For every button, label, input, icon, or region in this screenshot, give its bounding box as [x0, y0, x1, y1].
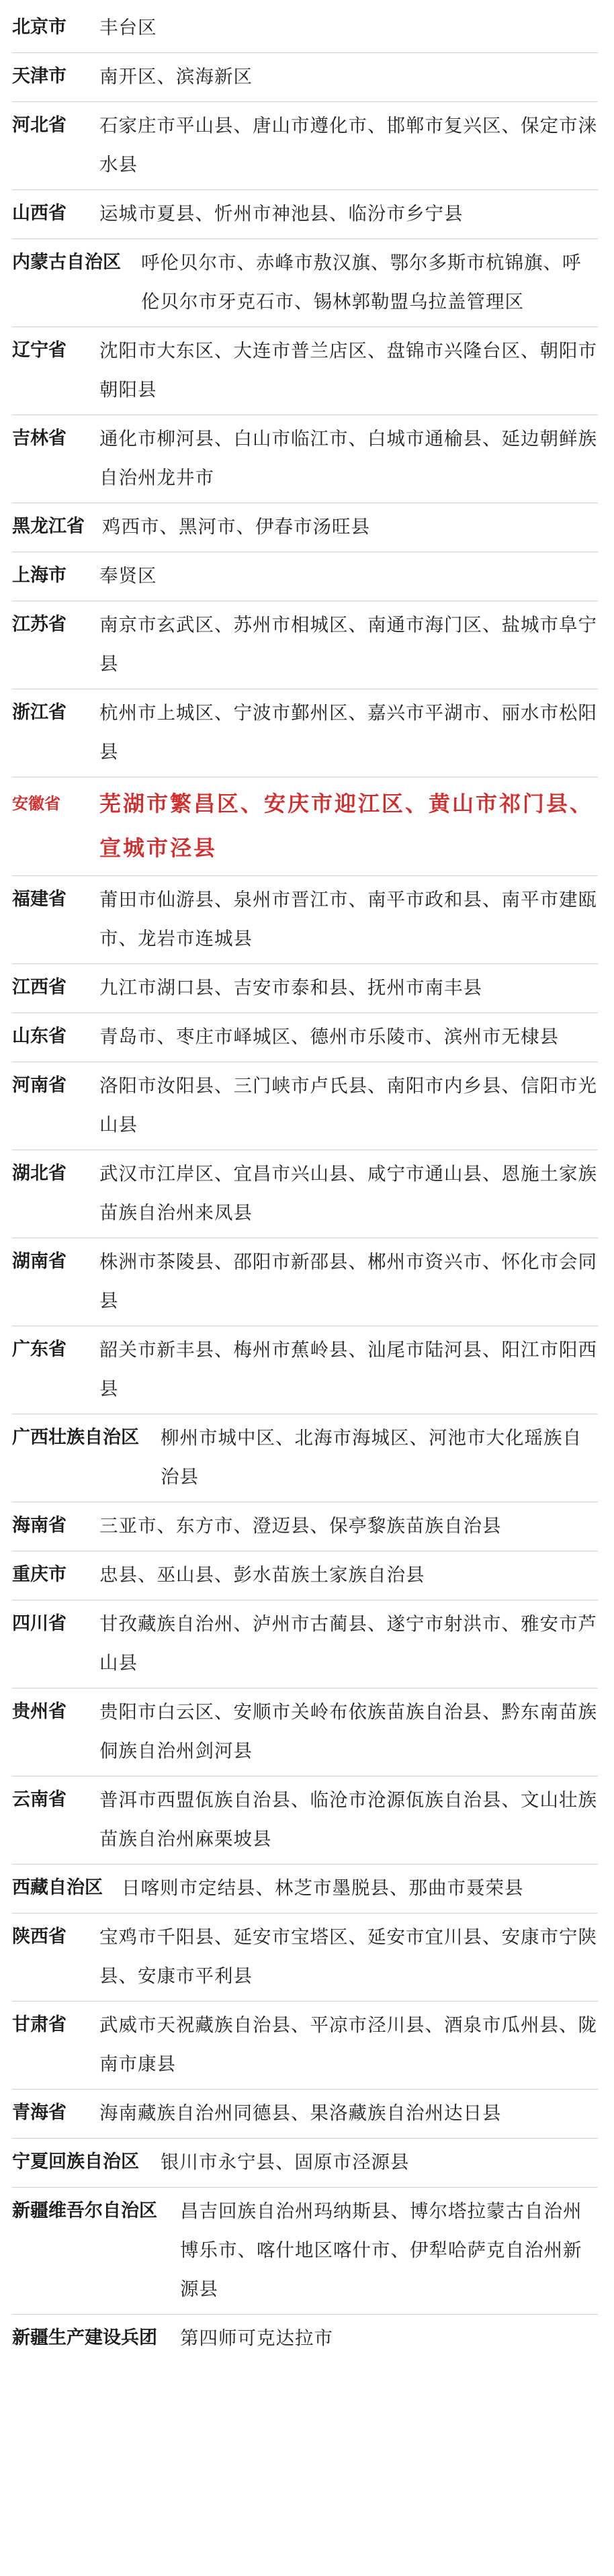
- province-label: 山东省: [12, 1026, 67, 1047]
- place-list: 九江市湖口县、吉安市泰和县、抚州市南丰县: [99, 977, 482, 998]
- place-list: 三亚市、东方市、澄迈县、保亭黎族苗族自治县: [99, 1515, 502, 1537]
- province-label: 吉林省: [12, 428, 67, 449]
- place-list: 沈阳市大东区、大连市普兰店区、盘锦市兴隆台区、朝阳市朝阳县: [99, 340, 597, 400]
- region-row: [12, 1688, 598, 1776]
- province-label: 江西省: [12, 977, 67, 998]
- province-label: 天津市: [12, 66, 67, 87]
- place-list: 忠县、巫山县、彭水苗族土家族自治县: [99, 1564, 425, 1586]
- province-label: 上海市: [12, 565, 67, 586]
- province-label: 青海省: [12, 2102, 67, 2123]
- place-list: 杭州市上城区、宁波市鄞州区、嘉兴市平湖市、丽水市松阳县: [99, 702, 597, 763]
- place-list: 呼伦贝尔市、赤峰市敖汉旗、鄂尔多斯市杭锦旗、呼伦贝尔市牙克石市、锡林郭勒盟乌拉盖管理区: [141, 252, 582, 312]
- place-list: 武威市天祝藏族自治县、平凉市泾川县、酒泉市瓜州县、陇南市康县: [99, 2014, 597, 2075]
- region-row: [12, 239, 598, 327]
- place-list: 昌吉回族自治州玛纳斯县、博尔塔拉蒙古自治州博乐市、喀什地区喀什市、伊犁哈萨克自治州新源县: [180, 2200, 582, 2300]
- region-row: [12, 1238, 598, 1326]
- place-list: 南京市玄武区、苏州市相城区、南通市海门区、盐城市阜宁县: [99, 614, 597, 675]
- region-row: [12, 1062, 598, 1150]
- province-label: 北京市: [12, 17, 67, 38]
- region-row: [12, 1150, 598, 1238]
- region-row: [12, 503, 598, 552]
- region-row: [12, 190, 598, 239]
- province-label: 西藏自治区: [12, 1877, 103, 1898]
- province-label: 福建省: [12, 889, 67, 910]
- region-row: [12, 552, 598, 601]
- place-list: 丰台区: [99, 17, 157, 38]
- province-label: 宁夏回族自治区: [12, 2151, 139, 2172]
- place-list: 运城市夏县、忻州市神池县、临汾市乡宁县: [99, 203, 464, 224]
- place-list: 洛阳市汝阳县、三门峡市卢氏县、南阳市内乡县、信阳市光山县: [99, 1075, 597, 1135]
- province-label: 广东省: [12, 1339, 67, 1360]
- region-row: [12, 415, 598, 503]
- province-label: 贵州省: [12, 1701, 67, 1722]
- province-label: 新疆生产建设兵团: [12, 2327, 157, 2348]
- region-row: [12, 1864, 598, 1914]
- region-row: [12, 1551, 598, 1600]
- region-row: [12, 601, 598, 689]
- province-label: 安徽省: [12, 794, 60, 813]
- region-row: [12, 2002, 598, 2090]
- province-label: 河南省: [12, 1075, 67, 1096]
- province-label: 内蒙古自治区: [12, 252, 121, 273]
- region-row: [12, 4, 598, 53]
- place-list: 海南藏族自治州同德县、果洛藏族自治州达日县: [99, 2102, 502, 2124]
- province-label: 甘肃省: [12, 2014, 67, 2035]
- place-list: 通化市柳河县、白山市临江市、白城市通榆县、延边朝鲜族自治州龙井市: [99, 428, 597, 488]
- region-row: [12, 327, 598, 415]
- province-label: 山西省: [12, 203, 67, 224]
- region-row: [12, 2090, 598, 2139]
- region-row: [12, 2188, 598, 2315]
- highlighted-region-row: [12, 777, 598, 876]
- place-list: 鸡西市、黑河市、伊春市汤旺县: [102, 516, 370, 538]
- region-row: [12, 1776, 598, 1864]
- region-row: [12, 1914, 598, 2002]
- province-label: 浙江省: [12, 702, 67, 723]
- province-label: 江苏省: [12, 614, 67, 635]
- province-label: 海南省: [12, 1515, 67, 1536]
- place-list: 银川市永宁县、固原市泾源县: [161, 2151, 410, 2173]
- place-list: 芜湖市繁昌区、安庆市迎江区、黄山市祁门县、宣城市泾县: [99, 791, 594, 861]
- region-row: [12, 102, 598, 190]
- place-list: 甘孜藏族自治州、泸州市古蔺县、遂宁市射洪市、雅安市芦山县: [99, 1613, 597, 1674]
- place-list: 武汉市江岸区、宜昌市兴山县、咸宁市通山县、恩施土家族苗族自治州来凤县: [99, 1163, 597, 1223]
- province-label: 四川省: [12, 1613, 67, 1634]
- province-label: 新疆维吾尔自治区: [12, 2200, 157, 2221]
- province-label: 黑龙江省: [12, 516, 85, 537]
- region-row: [12, 964, 598, 1013]
- place-list: 贵阳市白云区、安顺市关岭布依族苗族自治县、黔东南苗族侗族自治州剑河县: [99, 1701, 597, 1762]
- province-label: 河北省: [12, 115, 67, 136]
- province-label: 湖南省: [12, 1251, 67, 1272]
- province-label: 广西壮族自治区: [12, 1427, 139, 1448]
- region-row: [12, 1600, 598, 1688]
- place-list: 青岛市、枣庄市峄城区、德州市乐陵市、滨州市无棣县: [99, 1026, 559, 1047]
- place-list: 奉贤区: [99, 565, 157, 587]
- province-label: 陕西省: [12, 1926, 67, 1947]
- place-list: 株洲市茶陵县、邵阳市新邵县、郴州市资兴市、怀化市会同县: [99, 1251, 597, 1312]
- region-row: [12, 1013, 598, 1062]
- place-list: 宝鸡市千阳县、延安市宝塔区、延安市宜川县、安康市宁陕县、安康市平利县: [99, 1926, 597, 1987]
- province-label: 云南省: [12, 1789, 67, 1810]
- province-label: 辽宁省: [12, 340, 67, 361]
- place-list: 柳州市城中区、北海市海城区、河池市大化瑶族自治县: [161, 1427, 582, 1488]
- province-label: 重庆市: [12, 1564, 67, 1585]
- region-row: [12, 53, 598, 102]
- place-list: 日喀则市定结县、林芝市墨脱县、那曲市聂荣县: [122, 1877, 524, 1899]
- place-list: 南开区、滨海新区: [99, 66, 253, 87]
- place-list: 石家庄市平山县、唐山市遵化市、邯郸市复兴区、保定市涞水县: [99, 115, 597, 175]
- region-row: [12, 1414, 598, 1502]
- region-row: [12, 689, 598, 777]
- place-list: 第四师可克达拉市: [180, 2327, 333, 2349]
- place-list: 韶关市新丰县、梅州市蕉岭县、汕尾市陆河县、阳江市阳西县: [99, 1339, 597, 1400]
- place-list: 莆田市仙游县、泉州市晋江市、南平市政和县、南平市建瓯市、龙岩市连城县: [99, 889, 597, 949]
- region-row: [12, 876, 598, 964]
- province-label: 湖北省: [12, 1163, 67, 1184]
- region-row: [12, 1326, 598, 1414]
- region-row: [12, 2315, 598, 2363]
- region-row: [12, 1502, 598, 1551]
- place-list: 普洱市西盟佤族自治县、临沧市沧源佤族自治县、文山壮族苗族自治州麻栗坡县: [99, 1789, 597, 1850]
- region-row: [12, 2139, 598, 2188]
